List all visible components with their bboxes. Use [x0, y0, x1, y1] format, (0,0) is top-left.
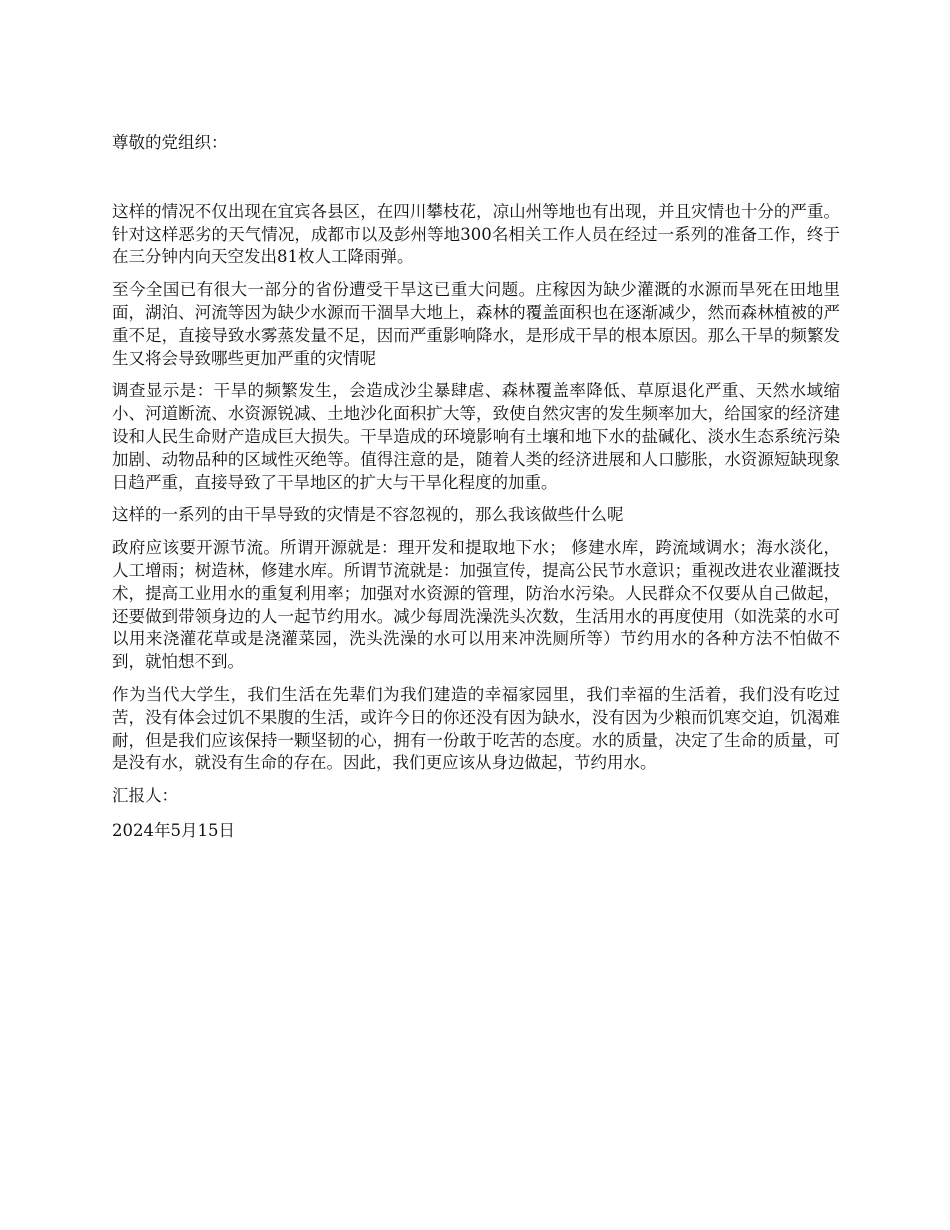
- blank-space: [112, 155, 840, 201]
- signature-line: 汇报人：: [112, 786, 178, 806]
- paragraph-student-reflection: 作为当代大学生，我们生活在先辈们为我们建造的幸福家园里，我们幸福的生活着，我们没有吃过苦，没有体会过饥不果腹的生活，或许今日的你还没有因为缺水，没有因为少粮而饥寒交迫，饥渴难耐，但是我们应该保持一颗坚韧的心，拥有一份敢于吃苦的态度。水的质量，决定了生命的质量，可是没有水，就没有生命的存在。因此，我们更应该从身边做起，节约用水。: [112, 684, 840, 773]
- paragraph-drought-causes: 至今全国已有很大一部分的省份遭受干旱这已重大问题。庄稼因为缺少灌溉的水源而旱死在田地里面，湖泊、河流等因为缺少水源而干涸旱大地上，森林的覆盖面积也在逐渐减少，然而森林植被的严重不足，直接导致水雾蒸发量不足，因而严重影响降水，是形成干旱的根本原因。那么干旱的频繁发生又将会导致哪些更加严重的灾情呢: [112, 280, 840, 368]
- salutation: 尊敬的党组织：: [112, 133, 228, 152]
- paragraph-question: 这样的一系列的由干旱导致的灾情是不容忽视的，那么我该做些什么呢: [112, 505, 624, 525]
- paragraph-government-measures: 政府应该要开源节流。所谓开源就是：理开发和提取地下水； 修建水库，跨流域调水；海水淡化，人工增雨；树造林，修建水库。所谓节流就是：加强宣传，提高公民节水意识；重视改进农业灌溉技术，提高工业用水的重复利用率；加强对水资源的管理，防治水污染。人民群众不仅要从自己做起，还要做到带领身边的人一起节约用水。减少每周洗澡洗头次数，生活用水的再度使用（如洗菜的水可以用来浇灌花草或是浇灌菜园，洗头洗澡的水可以用来冲洗厕所等）节约用水的各种方法不怕做不到，就怕想不到。: [112, 538, 840, 672]
- paragraph-rain-operation: 这样的情况不仅出现在宜宾各县区，在四川攀枝花，凉山州等地也有出现，并且灾情也十分的严重。针对这样恶劣的天气情况，成都市以及彭州等地300名相关工作人员在经过一系列的准备工作，终于在三分钟内向天空发出81枚人工降雨弹。: [112, 201, 840, 267]
- document-page: [112, 112, 840, 843]
- date-line: 2024年5月15日: [112, 820, 235, 840]
- paragraph-survey-results: 调查显示是：干旱的频繁发生，会造成沙尘暴肆虐、森林覆盖率降低、草原退化严重、天然水域缩小、河道断流、水资源锐减、土地沙化面积扩大等，致使自然灾害的发生频率加大，给国家的经济建设和人民生命财产造成巨大损失。干旱造成的环境影响有土壤和地下水的盐碱化、淡水生态系统污染加剧、动物品种的区域性灭绝等。值得注意的是，随着人类的经济进展和人口膨胀，水资源短缺现象日趋严重，直接导致了干旱地区的扩大与干旱化程度的加重。: [112, 381, 840, 492]
